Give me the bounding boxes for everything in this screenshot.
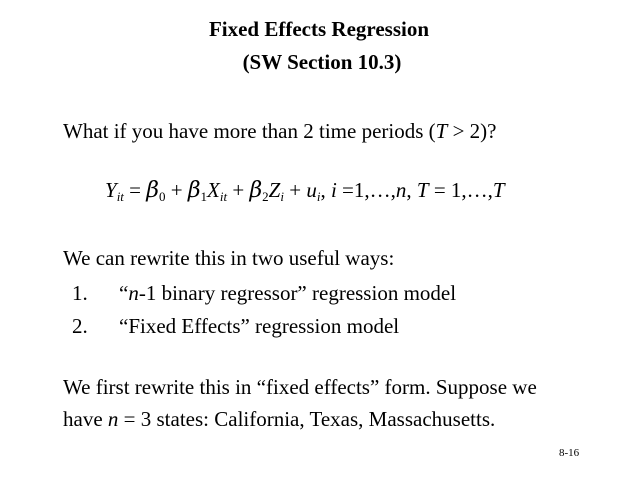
eq-beta1-sub: 1 <box>200 189 208 204</box>
eq-t-range: = 1,…, <box>428 178 493 202</box>
eq-x-sub: it <box>219 189 228 204</box>
question-prefix: What if you have more than 2 time periods ( <box>63 119 436 143</box>
regression-equation <box>105 177 505 204</box>
list-var: n <box>128 281 139 305</box>
closing-line-1: We first rewrite this in “fixed effects” form. Suppose we <box>63 375 537 399</box>
question-suffix: > 2)? <box>447 119 497 143</box>
page-number: 8-16 <box>559 447 580 459</box>
question-var: T <box>435 119 448 143</box>
eq-beta2-sub: 2 <box>262 189 269 204</box>
eq-u: u <box>306 178 317 202</box>
eq-plus2: + <box>227 178 250 202</box>
list-text <box>119 280 456 306</box>
closing-var: n <box>107 407 119 431</box>
eq-x: X <box>207 178 220 202</box>
eq-t2: T <box>492 178 505 202</box>
closing-suffix: = 3 states: California, Texas, Massachusetts. <box>118 407 496 431</box>
eq-n: n <box>395 178 407 202</box>
closing-line-2 <box>63 406 495 432</box>
closing-prefix: have <box>63 407 108 431</box>
eq-y-sub: it <box>116 189 124 204</box>
eq-z-sub: i <box>280 189 284 204</box>
eq-i: i <box>330 178 337 202</box>
eq-i-range: =1,…, <box>336 178 396 202</box>
eq-z: Z <box>268 178 281 202</box>
eq-t1: T <box>416 178 429 202</box>
rewrite-intro: We can rewrite this in two useful ways: <box>63 246 395 270</box>
eq-beta2: β <box>249 178 263 203</box>
eq-beta0: β <box>146 178 159 203</box>
eq-beta0-sub: 0 <box>158 189 166 204</box>
question-line <box>63 118 497 144</box>
eq-plus3: + <box>283 178 307 202</box>
eq-comma1: , <box>320 178 331 202</box>
slide-title: Fixed Effects Regression <box>208 17 430 41</box>
eq-equals: = <box>123 178 147 202</box>
list-open-quote: “ <box>119 281 129 305</box>
list-number: 2. <box>72 314 88 338</box>
eq-u-sub: i <box>316 189 321 204</box>
eq-comma2: , <box>406 178 417 202</box>
eq-plus1: + <box>165 178 188 202</box>
eq-beta1: β <box>187 178 201 203</box>
list-text: “Fixed Effects” regression model <box>119 314 400 338</box>
slide-subtitle: (SW Section 10.3) <box>242 50 402 74</box>
list-number: 1. <box>72 281 88 305</box>
list-text-rest: -1 binary regressor” regression model <box>138 281 457 305</box>
eq-y: Y <box>105 178 117 202</box>
